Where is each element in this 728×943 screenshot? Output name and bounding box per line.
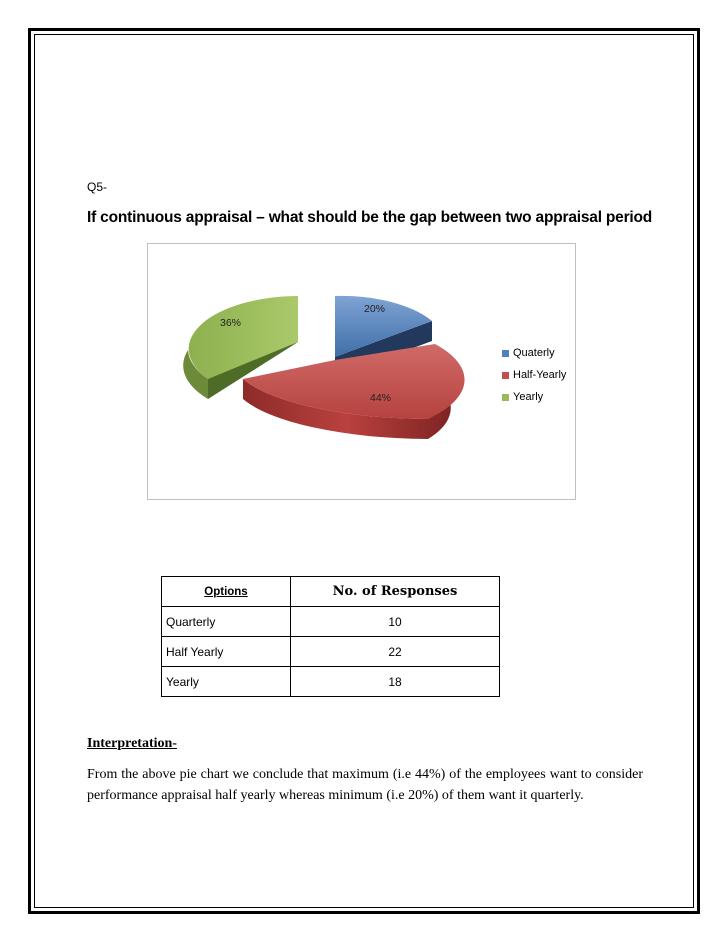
legend-item-yearly — [502, 386, 566, 408]
data-label-yearly: 36% — [220, 317, 242, 329]
table-header-options: Options — [162, 577, 291, 607]
table-cell-responses: 10 — [291, 607, 500, 637]
question-number: Q5- — [87, 180, 108, 194]
table-row — [162, 667, 500, 697]
pie-slice-half-yearly — [243, 344, 465, 439]
legend-label: Yearly — [513, 391, 544, 403]
chart-legend — [502, 342, 566, 408]
legend-swatch-blue — [502, 350, 509, 357]
table-cell-option: Half Yearly — [162, 637, 291, 667]
table-header-row — [162, 577, 500, 607]
interpretation-title: Interpretation- — [87, 736, 177, 751]
table-cell-option: Yearly — [162, 667, 291, 697]
legend-label: Half-Yearly — [513, 369, 567, 381]
table-header-responses: No. of Responses — [291, 577, 500, 607]
legend-item-quaterly — [502, 342, 566, 364]
question-title: If continuous appraisal – what should be the gap between two appraisal period — [87, 209, 653, 226]
table-cell-option: Quarterly — [162, 607, 291, 637]
interpretation-text: From the above pie chart we conclude that maximum (i.e 44%) of the employees want to consider performance appraisal half yearly whereas minimum (i.e 20%) of them want it quarterly. — [87, 767, 643, 803]
responses-table — [161, 576, 500, 697]
table-cell-responses: 22 — [291, 637, 500, 667]
table-row — [162, 607, 500, 637]
legend-swatch-green — [502, 394, 509, 401]
legend-swatch-red — [502, 372, 509, 379]
legend-label: Quaterly — [513, 347, 555, 359]
pie-chart — [147, 243, 576, 500]
table-cell-responses: 18 — [291, 667, 500, 697]
data-label-quaterly: 20% — [364, 303, 386, 315]
legend-item-half-yearly — [502, 364, 566, 386]
table-row — [162, 637, 500, 667]
data-label-half-yearly: 44% — [370, 392, 392, 404]
